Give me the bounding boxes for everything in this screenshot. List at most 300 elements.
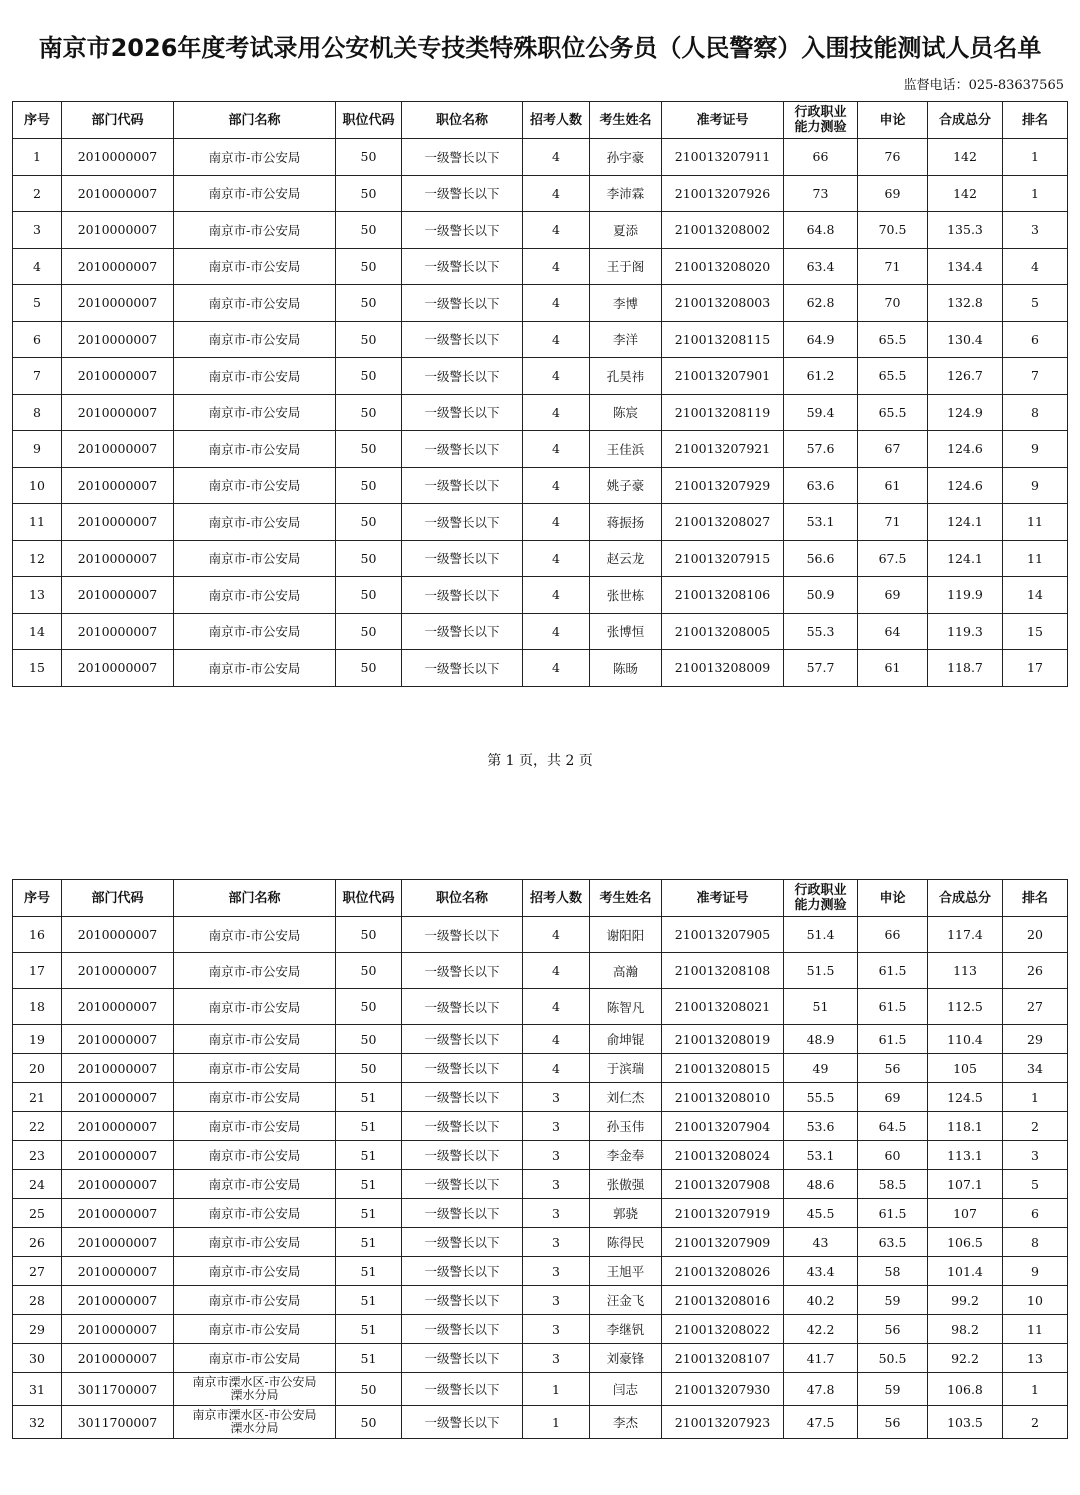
table-cell: 3 [523,1199,590,1228]
table-cell: 南京市-市公安局 [174,917,336,953]
table-cell: 2010000007 [62,1315,174,1344]
table-cell: 210013208020 [662,248,784,285]
table-cell: 3 [523,1112,590,1141]
table-cell: 2010000007 [62,139,174,176]
table-cell: 210013208108 [662,953,784,989]
column-header: 招考人数 [523,880,590,917]
table-cell: 南京市-市公安局 [174,540,336,577]
table-cell: 2010000007 [62,989,174,1025]
table-cell: 50 [336,467,402,504]
table-cell: 4 [523,467,590,504]
table-cell: 一级警长以下 [402,175,523,212]
table-cell: 南京市-市公安局 [174,1170,336,1199]
table-cell: 2010000007 [62,1286,174,1315]
table-cell: 谢阳阳 [590,917,662,953]
table-cell: 50 [336,1373,402,1406]
table-cell: 2010000007 [62,1199,174,1228]
table-cell: 12 [13,540,62,577]
table-cell: 26 [13,1228,62,1257]
table-cell: 2010000007 [62,285,174,322]
table-row [13,1170,1068,1199]
table-row [13,1112,1068,1141]
table-cell: 50.9 [784,577,858,614]
table-cell: 一级警长以下 [402,139,523,176]
table-cell: 69 [858,1083,928,1112]
table-cell: 南京市-市公安局 [174,431,336,468]
column-header: 职位名称 [402,880,523,917]
table-header-row [13,880,1068,917]
table-cell: 陈宸 [590,394,662,431]
table-cell: 49 [784,1054,858,1083]
table-row [13,613,1068,650]
table-cell: 53.1 [784,504,858,541]
table-row [13,577,1068,614]
column-header: 排名 [1003,880,1068,917]
table-cell: 210013207909 [662,1228,784,1257]
table-cell: 41.7 [784,1344,858,1373]
table-cell: 50 [336,650,402,687]
table-cell: 63.5 [858,1228,928,1257]
table-cell: 一级警长以下 [402,1373,523,1406]
table-cell: 3 [523,1315,590,1344]
table-cell: 59 [858,1286,928,1315]
table-row [13,1141,1068,1170]
table-cell: 南京市-市公安局 [174,1083,336,1112]
column-header: 行政职业 能力测验 [784,880,858,917]
table-cell: 一级警长以下 [402,1199,523,1228]
table-cell: 210013207901 [662,358,784,395]
table-cell: 4 [523,1054,590,1083]
table-cell: 124.1 [928,504,1003,541]
table-cell: 南京市-市公安局 [174,613,336,650]
table-cell: 陈得民 [590,1228,662,1257]
table-cell: 210013208024 [662,1141,784,1170]
table-cell: 43.4 [784,1257,858,1286]
table-cell: 48.9 [784,1025,858,1054]
table-cell: 4 [523,917,590,953]
table-cell: 4 [523,139,590,176]
column-header: 序号 [13,880,62,917]
table-cell: 59.4 [784,394,858,431]
table-cell: 106.5 [928,1228,1003,1257]
table-cell: 于滨瑞 [590,1054,662,1083]
table-cell: 2010000007 [62,1170,174,1199]
table-cell: 105 [928,1054,1003,1083]
table-cell: 58.5 [858,1170,928,1199]
table-cell: 210013208016 [662,1286,784,1315]
table-cell: 2010000007 [62,540,174,577]
table-cell: 一级警长以下 [402,1344,523,1373]
table-cell: 210013208106 [662,577,784,614]
table-cell: 8 [1003,394,1068,431]
table-cell: 一级警长以下 [402,1083,523,1112]
table-cell: 61.5 [858,989,928,1025]
table-cell: 51 [336,1344,402,1373]
table-cell: 27 [1003,989,1068,1025]
table-cell: 14 [13,613,62,650]
table-cell: 70 [858,285,928,322]
table-cell: 陈智凡 [590,989,662,1025]
table-cell: 南京市-市公安局 [174,358,336,395]
table-cell: 2010000007 [62,467,174,504]
table-cell: 28 [13,1286,62,1315]
table-cell: 14 [1003,577,1068,614]
table-row [13,1083,1068,1112]
table-cell: 132.8 [928,285,1003,322]
table-row [13,1054,1068,1083]
table-cell: 3 [1003,212,1068,249]
table-cell: 3 [523,1228,590,1257]
table-row [13,650,1068,687]
table-cell: 2 [1003,1112,1068,1141]
table-body [13,139,1068,687]
table-cell: 南京市-市公安局 [174,139,336,176]
table-cell: 27 [13,1257,62,1286]
table-cell: 2010000007 [62,175,174,212]
table-cell: 2010000007 [62,1257,174,1286]
table-cell: 3 [523,1286,590,1315]
table-cell: 16 [13,917,62,953]
table-cell: 6 [1003,1199,1068,1228]
table-cell: 南京市-市公安局 [174,1257,336,1286]
table-cell: 2010000007 [62,1141,174,1170]
table-cell: 一级警长以下 [402,1170,523,1199]
table-cell: 50 [336,917,402,953]
table-cell: 62.8 [784,285,858,322]
table-cell: 7 [13,358,62,395]
table-cell: 一级警长以下 [402,285,523,322]
table-cell: 50 [336,953,402,989]
table-cell: 南京市-市公安局 [174,321,336,358]
table-cell: 一级警长以下 [402,613,523,650]
table-cell: 3 [1003,1141,1068,1170]
table-cell: 61.5 [858,1025,928,1054]
table-cell: 210013208027 [662,504,784,541]
table-cell: 13 [13,577,62,614]
table-cell: 17 [1003,650,1068,687]
table-cell: 210013208107 [662,1344,784,1373]
table-cell: 210013207911 [662,139,784,176]
table-cell: 64 [858,613,928,650]
table-cell: 32 [13,1406,62,1439]
table-cell: 11 [1003,504,1068,541]
table-cell: 4 [523,285,590,322]
table-cell: 4 [1003,248,1068,285]
table-cell: 124.5 [928,1083,1003,1112]
table-cell: 一级警长以下 [402,917,523,953]
column-header: 准考证号 [662,880,784,917]
table-cell: 4 [523,394,590,431]
table-cell: 一级警长以下 [402,1025,523,1054]
table-cell: 1 [13,139,62,176]
table-cell: 61.5 [858,1199,928,1228]
table-header-row [13,102,1068,139]
table-cell: 25 [13,1199,62,1228]
table-cell: 一级警长以下 [402,540,523,577]
table-cell: 130.4 [928,321,1003,358]
table-cell: 夏添 [590,212,662,249]
table-cell: 50 [336,139,402,176]
table-cell: 70.5 [858,212,928,249]
table-cell: 南京市-市公安局 [174,1025,336,1054]
table-cell: 2010000007 [62,321,174,358]
table-cell: 30 [13,1344,62,1373]
table-cell: 50 [336,540,402,577]
table-cell: 1 [523,1406,590,1439]
table-cell: 张博恒 [590,613,662,650]
table-cell: 一级警长以下 [402,650,523,687]
table-cell: 南京市-市公安局 [174,285,336,322]
table-row [13,1199,1068,1228]
table-cell: 65.5 [858,321,928,358]
table-cell: 南京市-市公安局 [174,504,336,541]
table-cell: 王于阁 [590,248,662,285]
table-cell: 210013207904 [662,1112,784,1141]
table-cell: 4 [523,321,590,358]
table-cell: 51.4 [784,917,858,953]
table-cell: 65.5 [858,394,928,431]
table-cell: 210013208010 [662,1083,784,1112]
table-cell: 119.3 [928,613,1003,650]
table-cell: 64.8 [784,212,858,249]
table-cell: 103.5 [928,1406,1003,1439]
table-row [13,504,1068,541]
table-cell: 10 [1003,1286,1068,1315]
page-number: 第 1 页，共 2 页 [487,753,593,769]
table-row [13,394,1068,431]
table-cell: 南京市-市公安局 [174,953,336,989]
table-cell: 8 [13,394,62,431]
table-cell: 张世栋 [590,577,662,614]
table-cell: 3011700007 [62,1406,174,1439]
table-cell: 李金奉 [590,1141,662,1170]
table-cell: 51 [336,1170,402,1199]
table-cell: 南京市-市公安局 [174,650,336,687]
table-row [13,1286,1068,1315]
table-cell: 一级警长以下 [402,1406,523,1439]
table-cell: 50 [336,212,402,249]
table-cell: 64.9 [784,321,858,358]
column-header: 招考人数 [523,102,590,139]
table-row [13,431,1068,468]
column-header: 排名 [1003,102,1068,139]
table-row [13,989,1068,1025]
table-cell: 4 [13,248,62,285]
table-cell: 51 [336,1199,402,1228]
table-cell: 一级警长以下 [402,1315,523,1344]
table-cell: 210013207921 [662,431,784,468]
column-header: 行政职业 能力测验 [784,102,858,139]
table-cell: 15 [1003,613,1068,650]
table-cell: 张傲强 [590,1170,662,1199]
table-cell: 64.5 [858,1112,928,1141]
table-cell: 2010000007 [62,577,174,614]
table-cell: 124.6 [928,467,1003,504]
table-cell: 210013208115 [662,321,784,358]
table-cell: 50 [336,1025,402,1054]
table-cell: 10 [13,467,62,504]
column-header: 考生姓名 [590,880,662,917]
table-cell: 20 [1003,917,1068,953]
table-cell: 孙宇豪 [590,139,662,176]
table-row [13,139,1068,176]
table-cell: 210013208002 [662,212,784,249]
table-cell: 李继钒 [590,1315,662,1344]
table-cell: 2010000007 [62,1344,174,1373]
table-cell: 南京市-市公安局 [174,1141,336,1170]
table-cell: 50 [336,285,402,322]
table-cell: 孙玉伟 [590,1112,662,1141]
table-cell: 76 [858,139,928,176]
table-cell: 142 [928,139,1003,176]
table-row [13,175,1068,212]
table-cell: 51 [336,1286,402,1315]
table-cell: 南京市-市公安局 [174,1286,336,1315]
table-cell: 2010000007 [62,1054,174,1083]
table-cell: 3 [523,1170,590,1199]
table-cell: 66 [858,917,928,953]
table-cell: 118.7 [928,650,1003,687]
table-cell: 李洋 [590,321,662,358]
table-cell: 118.1 [928,1112,1003,1141]
table-cell: 2010000007 [62,212,174,249]
table-cell: 一级警长以下 [402,504,523,541]
column-header: 申论 [858,102,928,139]
table-cell: 南京市-市公安局 [174,175,336,212]
table-cell: 2010000007 [62,1025,174,1054]
table-cell: 20 [13,1054,62,1083]
table-row [13,917,1068,953]
table-cell: 王旭平 [590,1257,662,1286]
table-cell: 29 [1003,1025,1068,1054]
table-cell: 117.4 [928,917,1003,953]
table-cell: 9 [1003,431,1068,468]
table-cell: 43 [784,1228,858,1257]
table-cell: 50 [336,248,402,285]
table-row [13,321,1068,358]
table-cell: 106.8 [928,1373,1003,1406]
table-cell: 一级警长以下 [402,1286,523,1315]
table-cell: 29 [13,1315,62,1344]
table-cell: 50 [336,577,402,614]
table-cell: 210013207919 [662,1199,784,1228]
table-cell: 4 [523,212,590,249]
table-cell: 俞坤锟 [590,1025,662,1054]
table-cell: 南京市-市公安局 [174,577,336,614]
table-cell: 南京市-市公安局 [174,1199,336,1228]
table-cell: 210013208119 [662,394,784,431]
table-cell: 124.1 [928,540,1003,577]
table-cell: 南京市-市公安局 [174,248,336,285]
table-cell: 63.6 [784,467,858,504]
table-cell: 210013207905 [662,917,784,953]
table-cell: 4 [523,540,590,577]
table-cell: 3 [523,1344,590,1373]
table-cell: 3 [13,212,62,249]
table-cell: 4 [523,431,590,468]
column-header: 职位代码 [336,880,402,917]
table-cell: 31 [13,1373,62,1406]
table-cell: 刘豪锋 [590,1344,662,1373]
table-cell: 3011700007 [62,1373,174,1406]
column-header: 考生姓名 [590,102,662,139]
table-cell: 19 [13,1025,62,1054]
table-cell: 2010000007 [62,1083,174,1112]
table-cell: 17 [13,953,62,989]
table-row [13,953,1068,989]
table-cell: 18 [13,989,62,1025]
table-cell: 50 [336,358,402,395]
table-cell: 一级警长以下 [402,431,523,468]
table-cell: 蒋振扬 [590,504,662,541]
table-cell: 53.1 [784,1141,858,1170]
table-cell: 南京市-市公安局 [174,394,336,431]
table-row [13,1344,1068,1373]
table-cell: 23 [13,1141,62,1170]
table-cell: 一级警长以下 [402,1054,523,1083]
table-row [13,1406,1068,1439]
table-cell: 57.6 [784,431,858,468]
table-cell: 4 [523,175,590,212]
table-cell: 210013208009 [662,650,784,687]
table-cell: 69 [858,175,928,212]
table-cell: 63.4 [784,248,858,285]
table-cell: 1 [1003,1083,1068,1112]
table-cell: 8 [1003,1228,1068,1257]
table-cell: 2 [13,175,62,212]
table-cell: 51 [336,1083,402,1112]
table-cell: 210013208015 [662,1054,784,1083]
column-header: 合成总分 [928,880,1003,917]
table-cell: 9 [1003,467,1068,504]
table-row [13,212,1068,249]
table-cell: 107 [928,1199,1003,1228]
table-cell: 2010000007 [62,650,174,687]
table-cell: 南京市溧水区-市公安局 溧水分局 [174,1373,336,1406]
table-cell: 一级警长以下 [402,1228,523,1257]
table-cell: 11 [1003,540,1068,577]
table-cell: 2010000007 [62,248,174,285]
table-cell: 6 [13,321,62,358]
table-cell: 1 [1003,139,1068,176]
table-cell: 15 [13,650,62,687]
table-cell: 2010000007 [62,953,174,989]
table-cell: 210013208026 [662,1257,784,1286]
table-cell: 55.3 [784,613,858,650]
table-cell: 210013207915 [662,540,784,577]
table-cell: 50.5 [858,1344,928,1373]
table-cell: 一级警长以下 [402,1141,523,1170]
table-cell: 50 [336,431,402,468]
table-cell: 50 [336,175,402,212]
table-cell: 51.5 [784,953,858,989]
column-header: 职位代码 [336,102,402,139]
table-cell: 56 [858,1406,928,1439]
column-header: 部门代码 [62,880,174,917]
table-cell: 59 [858,1373,928,1406]
table-cell: 1 [1003,1373,1068,1406]
table-cell: 210013208005 [662,613,784,650]
table-cell: 9 [13,431,62,468]
table-cell: 107.1 [928,1170,1003,1199]
table-cell: 一级警长以下 [402,248,523,285]
table-cell: 56.6 [784,540,858,577]
table-cell: 郭骁 [590,1199,662,1228]
table-row [13,1373,1068,1406]
table-cell: 4 [523,1025,590,1054]
table-cell: 61 [858,467,928,504]
table-cell: 50 [336,394,402,431]
